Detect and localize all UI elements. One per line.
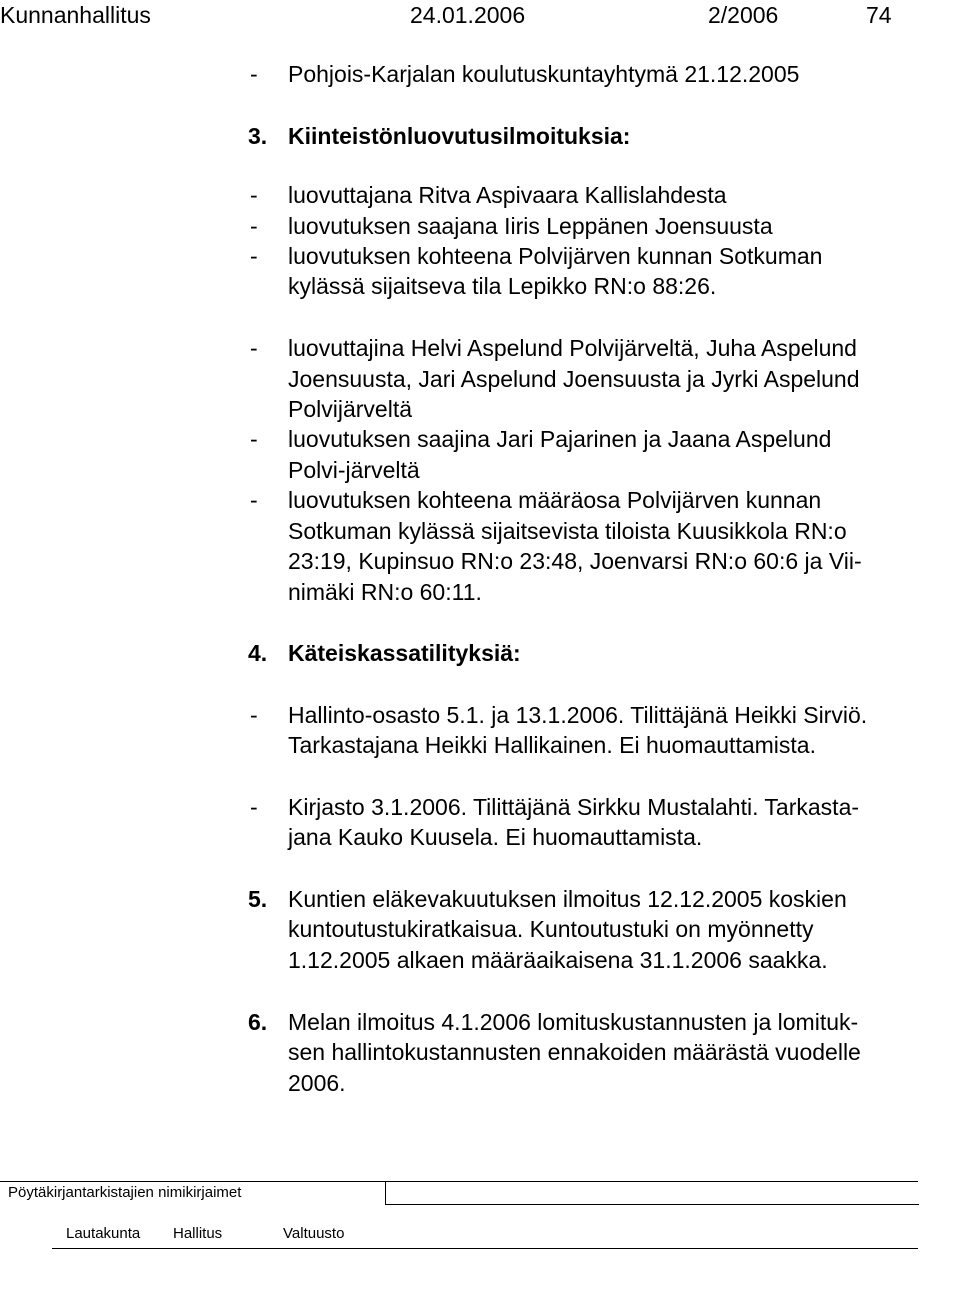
- bullet-dash: -: [250, 487, 258, 513]
- section-line: Hallinto-osasto 5.1. ja 13.1.2006. Tilittäjänä Heikki Sirviö.: [288, 702, 868, 728]
- section-number: 5.: [248, 886, 268, 912]
- section-line: kylässä sijaitseva tila Lepikko RN:o 88:26.: [288, 273, 717, 299]
- footer-title: Pöytäkirjantarkistajien nimikirjaimet: [8, 1184, 242, 1201]
- section-line: 23:19, Kupinsuo RN:o 23:48, Joenvarsi RN:o 60:6 ja Vii-: [288, 548, 862, 574]
- bullet-dash: -: [250, 243, 258, 269]
- section-line: luovuttajina Helvi Aspelund Polvijärveltä, Juha Aspelund: [288, 335, 857, 361]
- bullet-dash: -: [250, 335, 258, 361]
- section-line: nimäki RN:o 60:11.: [288, 579, 482, 605]
- section-line: sen hallintokustannusten ennakoiden määrästä vuodelle: [288, 1039, 861, 1065]
- bullet-dash: -: [250, 426, 258, 452]
- section-line: Kirjasto 3.1.2006. Tilittäjänä Sirkku Mustalahti. Tarkasta-: [288, 794, 860, 820]
- bullet-dash: -: [250, 702, 258, 728]
- section-title: Käteiskassatilityksiä:: [288, 640, 521, 666]
- section-line: luovuttajana Ritva Aspivaara Kallislahdesta: [288, 182, 727, 208]
- bullet-dash: -: [250, 61, 258, 87]
- section-number: 4.: [248, 640, 268, 666]
- header-organ: Kunnanhallitus: [0, 2, 151, 28]
- header-date: 24.01.2006: [410, 2, 526, 28]
- section-line: 1.12.2005 alkaen määräaikaisena 31.1.2006 saakka.: [288, 947, 828, 973]
- section-line: Melan ilmoitus 4.1.2006 lomituskustannusten ja lomituk-: [288, 1009, 859, 1035]
- footer-bottom-rule: [52, 1248, 918, 1249]
- footer-label-valtuusto: Valtuusto: [283, 1225, 345, 1242]
- footer-label-lautakunta: Lautakunta: [66, 1225, 141, 1242]
- bullet-text: Pohjois-Karjalan koulutuskuntayhtymä 21.12.2005: [288, 61, 800, 87]
- section-line: Kuntien eläkevakuutuksen ilmoitus 12.12.2005 koskien: [288, 886, 847, 912]
- bullet-dash: -: [250, 182, 258, 208]
- section-number: 6.: [248, 1009, 268, 1035]
- section-line: Sotkuman kylässä sijaitsevista tiloista Kuusikkola RN:o: [288, 518, 847, 544]
- section-line: Polvi-järveltä: [288, 457, 420, 483]
- section-line: Polvijärveltä: [288, 396, 412, 422]
- footer-signature-box: [385, 1182, 919, 1205]
- section-line: jana Kauko Kuusela. Ei huomauttamista.: [288, 824, 703, 850]
- section-line: luovutuksen kohteena määräosa Polvijärven kunnan: [288, 487, 822, 513]
- bullet-dash: -: [250, 213, 258, 239]
- section-line: Joensuusta, Jari Aspelund Joensuusta ja Jyrki Aspelund: [288, 366, 860, 392]
- section-line: 2006.: [288, 1070, 346, 1096]
- section-number: 3.: [248, 123, 268, 149]
- section-line: luovutuksen saajana Iiris Leppänen Joensuusta: [288, 213, 773, 239]
- section-line: Tarkastajana Heikki Hallikainen. Ei huomauttamista.: [288, 732, 816, 758]
- section-line: luovutuksen kohteena Polvijärven kunnan Sotkuman: [288, 243, 823, 269]
- section-line: luovutuksen saajina Jari Pajarinen ja Jaana Aspelund: [288, 426, 832, 452]
- section-title: Kiinteistönluovutusilmoituksia:: [288, 123, 631, 149]
- footer-label-hallitus: Hallitus: [173, 1225, 223, 1242]
- header-meeting: 2/2006: [708, 2, 779, 28]
- section-line: kuntoutustukiratkaisua. Kuntoutustuki on myönnetty: [288, 916, 814, 942]
- bullet-dash: -: [250, 794, 258, 820]
- header-page-number: 74: [866, 2, 892, 28]
